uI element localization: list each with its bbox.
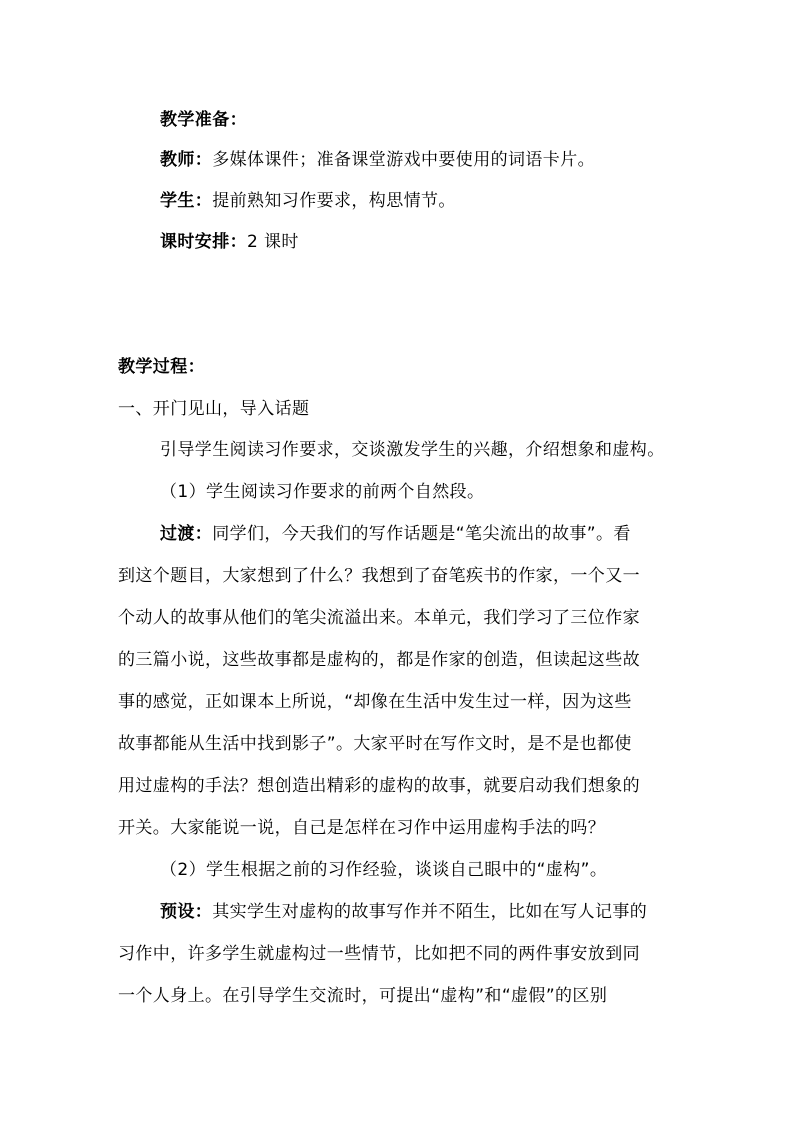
prep-student-line — [160, 189, 456, 213]
preset-line-2: 习作中，许多学生就虚构过一些情节，比如把不同的两件事安放到同 — [118, 944, 640, 964]
prep-schedule-line — [160, 230, 299, 254]
prep-heading: 教学准备： — [160, 110, 247, 130]
student-label: 学生： — [160, 191, 213, 211]
transition-line-3: 个动人的故事从他们的笔尖流溢出来。本单元，我们学习了三位作家 — [118, 608, 640, 628]
transition-line-5: 事的感觉，正如课本上所说，“却像在生活中发生过一样，因为这些 — [118, 692, 632, 712]
process-heading: 教学过程： — [118, 357, 205, 377]
preset-label: 预设： — [160, 902, 213, 922]
transition-line-4: 的三篇小说，这些故事都是虚构的，都是作家的创造，但读起这些故 — [118, 650, 640, 670]
schedule-label: 课时安排： — [160, 232, 247, 252]
student-text: 提前熟知习作要求，构思情节。 — [212, 191, 456, 211]
sub-step-2: （2）学生根据之前的习作经验，谈谈自己眼中的“虚构”。 — [160, 860, 608, 880]
prep-teacher-line — [160, 148, 595, 172]
transition-line-8: 开关。大家能说一说，自己是怎样在习作中运用虚构手法的吗？ — [118, 818, 606, 838]
intro-paragraph: 引导学生阅读习作要求，交谈激发学生的兴趣，介绍想象和虚构。 — [160, 440, 665, 460]
teacher-label: 教师： — [160, 150, 213, 170]
transition-line-1 — [160, 522, 631, 546]
preset-text: 其实学生对虚构的故事写作并不陌生，比如在写人记事的 — [212, 902, 648, 922]
transition-line-2: 到这个题目，大家想到了什么？我想到了奋笔疾书的作家，一个又一 — [118, 566, 640, 586]
preset-line-3: 一个人身上。在引导学生交流时，可提出“虚构”和“虚假”的区别 — [118, 986, 608, 1006]
transition-line-7: 用过虚构的手法？想创造出精彩的虚构的故事，就要启动我们想象的 — [118, 776, 640, 796]
schedule-text: 2 课时 — [247, 232, 299, 252]
sub-step-1: （1）学生阅读习作要求的前两个自然段。 — [160, 482, 485, 502]
transition-label: 过渡： — [160, 524, 213, 544]
teacher-text: 多媒体课件；准备课堂游戏中要使用的词语卡片。 — [212, 150, 596, 170]
transition-line-6: 故事都能从生活中找到影子”。大家平时在写作文时，是不是也都使 — [118, 734, 632, 754]
preset-line-1 — [160, 900, 647, 924]
step1-title: 一、开门见山，导入话题 — [118, 399, 310, 419]
transition-text: 同学们，今天我们的写作话题是“笔尖流出的故事”。看 — [212, 524, 631, 544]
